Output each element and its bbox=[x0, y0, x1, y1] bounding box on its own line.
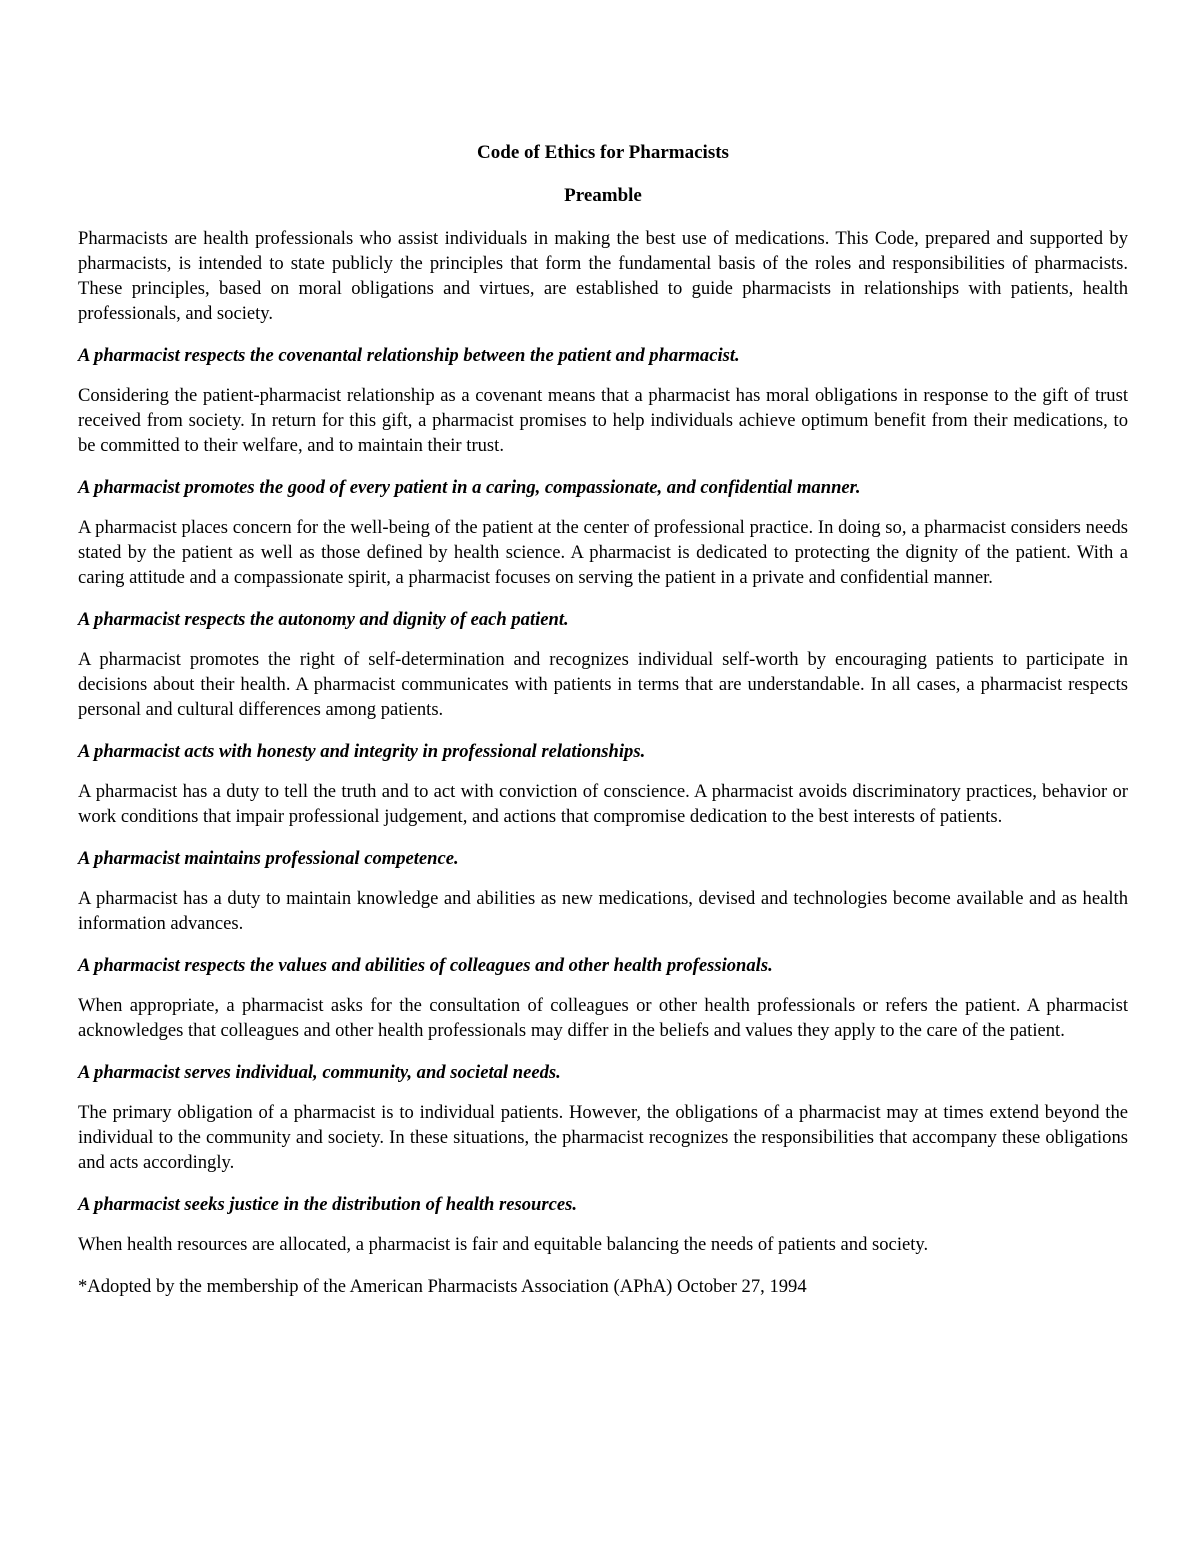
principle-heading: A pharmacist seeks justice in the distribution of health resources. bbox=[78, 1194, 577, 1215]
principle-heading: A pharmacist respects the values and abilities of colleagues and other health professionals. bbox=[78, 955, 773, 976]
preamble-paragraph: Pharmacists are health professionals who assist individuals in making the best use of medications. This Code, prepared and supported by pharmacists, is intended to state publicly the principles that form the fundamental basis of the roles and responsibilities of pharmacists. These principles, based on moral obligations and virtues, are established to guide pharmacists in relationships with patients, health professionals, and society. bbox=[78, 228, 1128, 324]
principle-body: Considering the patient-pharmacist relationship as a covenant means that a pharmacist has moral obligations in response to the gift of trust received from society. In return for this gift, a pharmacist promises to help individuals achieve optimum benefit from their medications, to be committed to their welfare, and to maintain their trust. bbox=[78, 385, 1128, 456]
principle-section bbox=[78, 607, 1128, 722]
document-title: Code of Ethics for Pharmacists bbox=[477, 142, 729, 163]
principle-heading: A pharmacist serves individual, community, and societal needs. bbox=[78, 1062, 561, 1083]
principle-section bbox=[78, 846, 1128, 936]
principle-body: The primary obligation of a pharmacist is to individual patients. However, the obligations of a pharmacist may at times extend beyond the individual to the community and society. In these situations, the pharmacist recognizes the responsibilities that accompany these obligations and acts accordingly. bbox=[78, 1102, 1128, 1173]
principle-body: When health resources are allocated, a pharmacist is fair and equitable balancing the needs of patients and society. bbox=[78, 1234, 929, 1255]
document-page bbox=[78, 140, 1128, 1299]
principle-heading: A pharmacist promotes the good of every patient in a caring, compassionate, and confidential manner. bbox=[78, 477, 861, 498]
principle-heading: A pharmacist maintains professional competence. bbox=[78, 848, 459, 869]
principle-section bbox=[78, 1192, 1128, 1257]
principle-section bbox=[78, 739, 1128, 829]
principle-body: When appropriate, a pharmacist asks for the consultation of colleagues or other health professionals or refers the patient. A pharmacist acknowledges that colleagues and other health professionals may differ in the beliefs and values they apply to the care of the patient. bbox=[78, 995, 1128, 1041]
principle-section bbox=[78, 1060, 1128, 1175]
principle-heading: A pharmacist respects the autonomy and dignity of each patient. bbox=[78, 609, 569, 630]
principle-body: A pharmacist promotes the right of self-determination and recognizes individual self-worth by encouraging patients to participate in decisions about their health. A pharmacist communicates with patients in terms that are understandable. In all cases, a pharmacist respects personal and cultural differences among patients. bbox=[78, 649, 1128, 720]
principle-section bbox=[78, 475, 1128, 590]
principle-body: A pharmacist places concern for the well-being of the patient at the center of professional practice. In doing so, a pharmacist considers needs stated by the patient as well as those defined by health science. A pharmacist is dedicated to protecting the dignity of the patient. With a caring attitude and a compassionate spirit, a pharmacist focuses on serving the patient in a private and confidential manner. bbox=[78, 517, 1128, 588]
principle-heading: A pharmacist respects the covenantal relationship between the patient and pharmacist. bbox=[78, 345, 740, 366]
adoption-footnote: *Adopted by the membership of the American Pharmacists Association (APhA) October 27, 1994 bbox=[78, 1276, 807, 1297]
principle-section bbox=[78, 343, 1128, 458]
principle-section bbox=[78, 953, 1128, 1043]
document-subtitle: Preamble bbox=[564, 185, 642, 206]
principle-body: A pharmacist has a duty to maintain knowledge and abilities as new medications, devised and technologies become available and as health information advances. bbox=[78, 888, 1128, 934]
principle-body: A pharmacist has a duty to tell the truth and to act with conviction of conscience. A pharmacist avoids discriminatory practices, behavior or work conditions that impair professional judgement, and actions that compromise dedication to the best interests of patients. bbox=[78, 781, 1128, 827]
principle-heading: A pharmacist acts with honesty and integrity in professional relationships. bbox=[78, 741, 646, 762]
